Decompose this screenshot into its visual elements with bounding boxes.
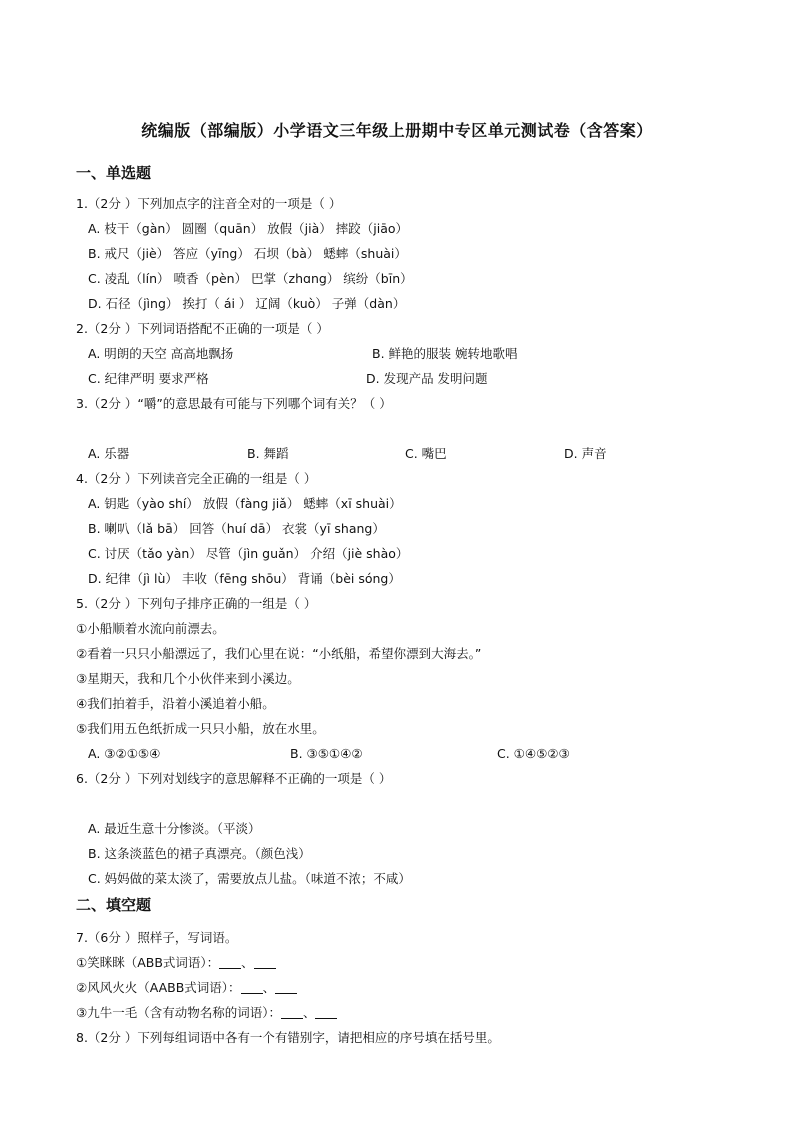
separator: 、	[262, 980, 276, 995]
answer-blank[interactable]	[275, 981, 297, 994]
question-2-option-b: B. 鲜艳的服装 婉转地歌唱	[372, 346, 518, 361]
answer-blank[interactable]	[254, 956, 276, 969]
separator: 、	[241, 955, 254, 970]
question-5-option-b: B. ③⑤①④②	[290, 746, 363, 761]
question-3-option-c: C. 嘴巴	[405, 446, 447, 461]
question-1-option-d: D. 石径（jìng） 挨打（ ái ） 辽阔（kuò） 子弹（dàn）	[88, 296, 406, 311]
answer-blank[interactable]	[219, 956, 241, 969]
question-5-option-a: A. ③②①⑤④	[88, 746, 161, 761]
question-2-option-c: C. 纪律严明 要求严格	[88, 371, 209, 386]
question-4-option-a: A. 钥匙（yào shí） 放假（fàng jiǎ） 蟋蟀（xī shuài）	[88, 496, 402, 511]
question-3-stem: 3.（2分 ）“嚼”的意思最有可能与下列哪个词有关？（ ）	[76, 396, 392, 411]
question-3-option-d: D. 声音	[564, 446, 607, 461]
question-1-option-a: A. 枝干（gàn） 圆圈（quān） 放假（jià） 摔跤（jiāo）	[88, 221, 409, 236]
section-heading-fill-blank: 二、填空题	[76, 896, 152, 914]
question-2-option-a: A. 明朗的天空 高高地飘扬	[88, 346, 234, 361]
question-7-stem: 7.（6分 ）照样子，写词语。	[76, 930, 238, 945]
question-6-option-a: A. 最近生意十分惨淡。（平淡）	[88, 821, 261, 836]
question-1-stem: 1.（2分 ）下列加点字的注音全对的一项是（ ）	[76, 196, 342, 211]
separator: 、	[302, 1005, 316, 1020]
question-1-option-c: C. 凌乱（lín） 喷香（pèn） 巴掌（zhɑng） 缤纷（bīn）	[88, 271, 413, 286]
page-title: 统编版（部编版）小学语文三年级上册期中专区单元测试卷（含答案）	[141, 121, 653, 140]
answer-blank[interactable]	[315, 1006, 337, 1019]
question-4-stem: 4.（2分 ）下列读音完全正确的一组是（ ）	[76, 471, 317, 486]
question-5-option-c: C. ①④⑤②③	[497, 746, 570, 761]
question-8-stem: 8.（2分 ）下列每组词语中各有一个有错别字，请把相应的序号填在括号里。	[76, 1030, 500, 1045]
answer-blank[interactable]	[281, 1006, 303, 1019]
question-5-sentence-3: ③星期天，我和几个小伙伴来到小溪边。	[76, 671, 300, 686]
question-1-option-b: B. 戒尺（jiè） 答应（yīng） 石坝（bà） 蟋蟀（shuài）	[88, 246, 407, 261]
question-7-item-3-label: ③九牛一毛（含有动物名称的词语）：	[76, 1005, 281, 1020]
question-6-option-b: B. 这条淡蓝色的裙子真漂亮。（颜色浅）	[88, 846, 311, 861]
question-5-sentence-2: ②看着一只只小船漂远了，我们心里在说：“小纸船，希望你漂到大海去。”	[76, 646, 482, 661]
question-5-sentence-4: ④我们拍着手，沿着小溪追着小船。	[76, 696, 275, 711]
question-5-sentence-1: ①小船顺着水流向前漂去。	[76, 621, 225, 636]
question-7-item-1	[76, 955, 276, 971]
question-7-item-1-label: ①笑眯眯（ABB式词语）：	[76, 955, 220, 970]
question-2-stem: 2.（2分 ）下列词语搭配不正确的一项是（ ）	[76, 321, 329, 336]
question-5-stem: 5.（2分 ）下列句子排序正确的一组是（ ）	[76, 596, 317, 611]
question-4-option-b: B. 喇叭（lǎ bā） 回答（huí dā） 衣裳（yī shang）	[88, 521, 385, 536]
question-2-option-d: D. 发现产品 发明问题	[366, 371, 488, 386]
question-6-option-c: C. 妈妈做的菜太淡了，需要放点儿盐。（味道不浓；不咸）	[88, 871, 411, 886]
question-7-item-2-label: ②风风火火（AABB式词语）：	[76, 980, 241, 995]
question-4-option-d: D. 纪律（jì lù） 丰收（fēng shōu） 背诵（bèi sóng）	[88, 571, 401, 586]
question-3-option-a: A. 乐器	[88, 446, 130, 461]
answer-blank[interactable]	[241, 981, 263, 994]
question-3-option-b: B. 舞蹈	[247, 446, 289, 461]
question-7-item-2	[76, 980, 297, 996]
question-7-item-3	[76, 1005, 337, 1021]
section-heading-single-choice: 一、单选题	[76, 164, 152, 182]
question-4-option-c: C. 讨厌（tǎo yàn） 尽管（jìn guǎn） 介绍（jiè shào）	[88, 546, 409, 561]
question-5-sentence-5: ⑤我们用五色纸折成一只只小船，放在水里。	[76, 721, 325, 736]
question-6-stem: 6.（2分 ）下列对划线字的意思解释不正确的一项是（ ）	[76, 771, 392, 786]
